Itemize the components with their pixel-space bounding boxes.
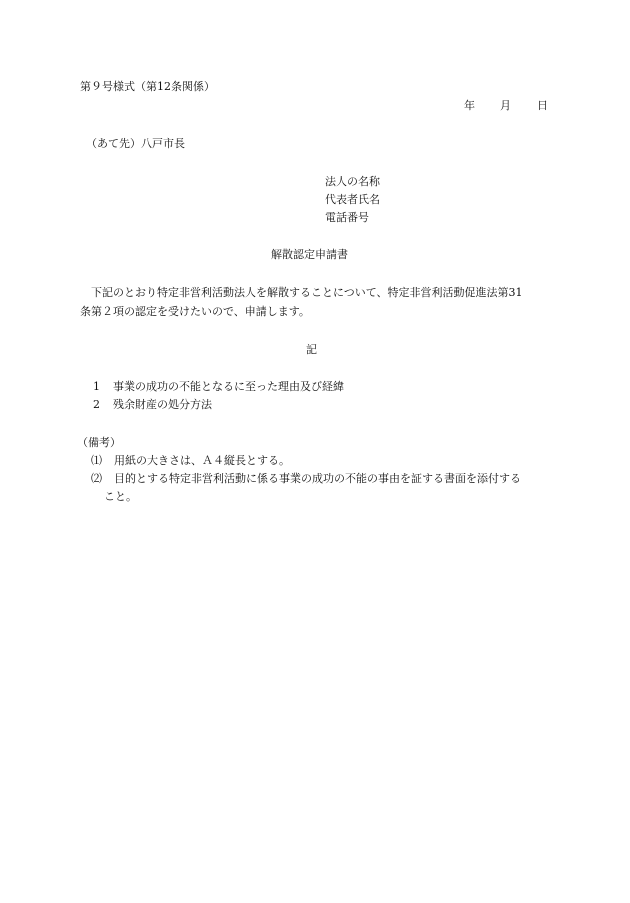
document-title: 解散認定申請書: [271, 248, 348, 261]
item-number: 1: [93, 380, 100, 393]
body-text-line-2: 条第２項の認定を受けたいので、申請します。: [80, 305, 310, 318]
notes-heading: （備考）: [77, 436, 121, 449]
note-number: ⑴: [91, 454, 102, 467]
note-continuation: こと。: [104, 490, 137, 503]
note-text: 用紙の大きさは、Ａ４縦長とする。: [114, 454, 290, 467]
date-year-label: 年: [464, 99, 475, 112]
addressee: （あて先）八戸市長: [86, 137, 185, 150]
item-number: 2: [93, 398, 100, 411]
ki-heading: 記: [306, 343, 317, 356]
date-month-label: 月: [500, 99, 511, 112]
item-text: 事業の成功の不能となるに至った理由及び経緯: [113, 380, 344, 393]
item-text: 残余財産の処分方法: [113, 398, 212, 411]
body-text-line-1: 下記のとおり特定非営利活動法人を解散することについて、特定非営利活動促進法第31: [91, 286, 523, 299]
representative-label: 代表者氏名: [325, 193, 380, 206]
form-number: 第９号様式（第12条関係）: [80, 80, 215, 93]
corp-name-label: 法人の名称: [325, 175, 380, 188]
list-item: [93, 398, 212, 412]
phone-label: 電話番号: [325, 211, 369, 224]
note-text: 目的とする特定非営利活動に係る事業の成功の不能の事由を証する書面を添付する: [114, 472, 521, 485]
note-item: [91, 454, 290, 468]
list-item: [93, 380, 344, 394]
date-line: [464, 99, 548, 113]
date-day-label: 日: [537, 99, 548, 112]
note-number: ⑵: [91, 472, 102, 485]
note-item: [91, 472, 521, 486]
